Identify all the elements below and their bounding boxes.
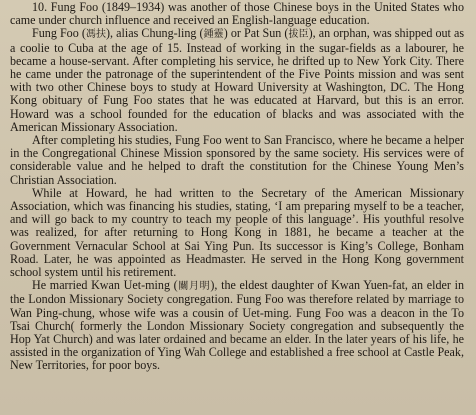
- paragraph-howard-teaching: [10, 187, 464, 279]
- chinese-name-kwan-uet-ming: 關月明: [177, 281, 211, 293]
- paragraph-biography-text-2: ), alias Chung-ling (: [106, 26, 204, 41]
- paragraph-san-francisco: [10, 134, 464, 187]
- paragraph-biography: [10, 27, 464, 134]
- paragraph-biography-text-4: ), an orphan, was shipped out as a coolie to Cuba at the age of 15. Instead of working in the sugar-fields as a labourer, he became a house-servant. After completing his service, he drifted up to New York City. There he came under the patronage of the superintendent of the Five Points mission and was sent with two other Chinese boys to study at Howard University at Washington, DC. The Hong Kong obituary of Fung Foo states that he was educated at Harvard, but this is an error. Howard was a school founded for the education of blacks and was associated with the American Missionary Association.: [10, 26, 465, 134]
- paragraph-marriage-text-1: He married Kwan Uet-ming (: [32, 278, 178, 293]
- paragraph-marriage-text-2: ), the eldest daughter of Kwan Yuen-fat, an elder in the London Missionary Society congregation. Fung Foo was therefore related by marriage to Wan Ping-chung, whose wife was a cousin of Uet-ming. Fung Foo was a deacon in the To Tsai Church( formerly the London Missionary Society congregation and subsequently the Hop Yat Church) and was later ordained and became an elder. In the later years of his life, he assisted in the organization of Ying Wah College and established a free school at Castle Peak, New Territories, for poor boys.: [10, 278, 464, 373]
- paragraph-san-francisco-text: After completing his studies, Fung Foo went to San Francisco, where he became a helper in the Congregational Chinese Mission sponsored by the same society. His services were of considerable value and he helped to draft the constitution for the Chinese Young Men’s Christian Association.: [10, 133, 464, 187]
- paragraph-intro: [10, 1, 464, 27]
- chinese-name-fung-foo: 馮扶: [85, 29, 107, 41]
- paragraph-howard-teaching-text: While at Howard, he had written to the Secretary of the American Missionary Association, which was financing his studies, stating, ‘I am preparing myself to be a teacher, and will go back to my country to teach my people of this language’. His youthful resolve was realized, for after returning to Hong Kong in 1881, he became a teacher at the Government Vernacular School at Sai Ying Pun. Its successor is King’s College, Bonham Road. Later, he was appointed as Headmaster. He served in the Hong Kong government school system until his retirement.: [10, 185, 464, 280]
- chinese-name-pat-sun: 拔臣: [288, 29, 309, 41]
- paragraph-intro-text: 10. Fung Foo (1849–1934) was another of those Chinese boys in the United States who came under church influence and received an English-language education.: [10, 0, 464, 28]
- paragraph-marriage-church: [10, 279, 464, 372]
- paragraph-biography-text-1: Fung Foo (: [32, 26, 86, 41]
- paragraph-biography-text-3: ) or Pat Sun (: [223, 26, 289, 41]
- chinese-name-chung-ling: 鍾靈: [203, 29, 224, 41]
